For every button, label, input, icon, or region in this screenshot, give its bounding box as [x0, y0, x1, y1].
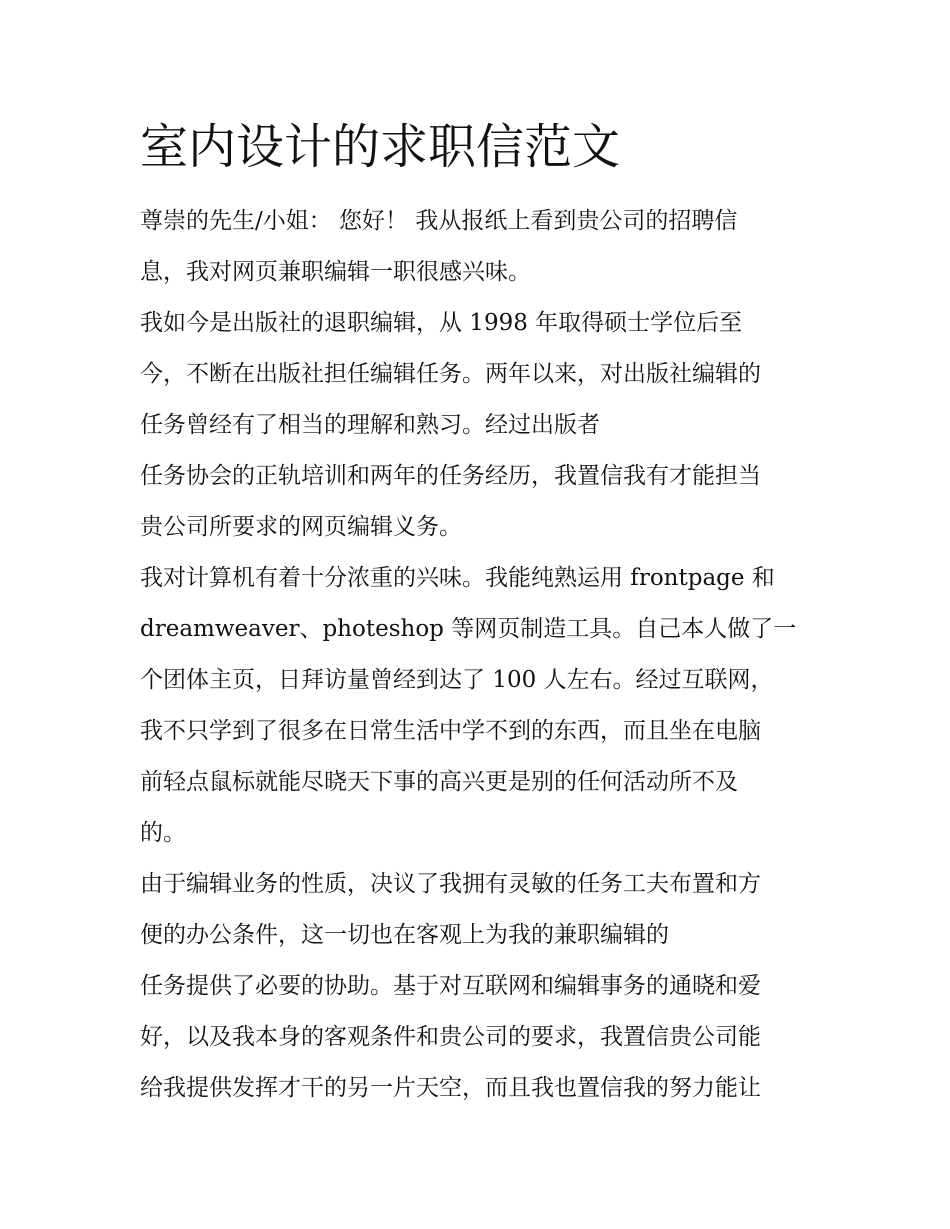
text-line: 前轻点鼠标就能尽晓天下事的高兴更是别的任何活动所不及: [140, 769, 738, 795]
text-line: dreamweaver、photeshop 等网页制造工具。自己本人做了一: [140, 616, 797, 642]
text-line: 给我提供发挥才干的另一片天空，而且我也置信我的努力能让: [140, 1075, 761, 1101]
text-line: 息，我对网页兼职编辑一职很感兴味。: [140, 259, 531, 285]
text-line: 贵公司所要求的网页编辑义务。: [140, 514, 462, 540]
text-line: 今，不断在出版社担任编辑任务。两年以来，对出版社编辑的: [140, 361, 761, 387]
text-line: 个团体主页，日拜访量曾经到达了 100 人左右。经过互联网，: [140, 667, 774, 693]
document-title: 室内设计的求职信范文: [140, 119, 621, 175]
text-line: 任务提供了必要的协助。基于对互联网和编辑事务的通晓和爱: [140, 973, 761, 999]
text-line: 尊崇的先生/小姐： 您好！ 我从报纸上看到贵公司的招聘信: [140, 208, 738, 234]
text-line: 我对计算机有着十分浓重的兴味。我能纯熟运用 frontpage 和: [140, 565, 775, 591]
text-line: 好，以及我本身的客观条件和贵公司的要求，我置信贵公司能: [140, 1024, 761, 1050]
text-line: 我不只学到了很多在日常生活中学不到的东西，而且坐在电脑: [140, 718, 761, 744]
text-line: 便的办公条件，这一切也在客观上为我的兼职编辑的: [140, 922, 669, 948]
text-line: 由于编辑业务的性质，决议了我拥有灵敏的任务工夫布置和方: [140, 871, 761, 897]
document-body: [140, 196, 840, 1114]
text-line: 我如今是出版社的退职编辑，从 1998 年取得硕士学位后至: [140, 310, 743, 336]
text-line: 的。: [140, 820, 186, 846]
text-line: 任务曾经有了相当的理解和熟习。经过出版者: [140, 412, 600, 438]
text-line: 任务协会的正轨培训和两年的任务经历，我置信我有才能担当: [140, 463, 761, 489]
